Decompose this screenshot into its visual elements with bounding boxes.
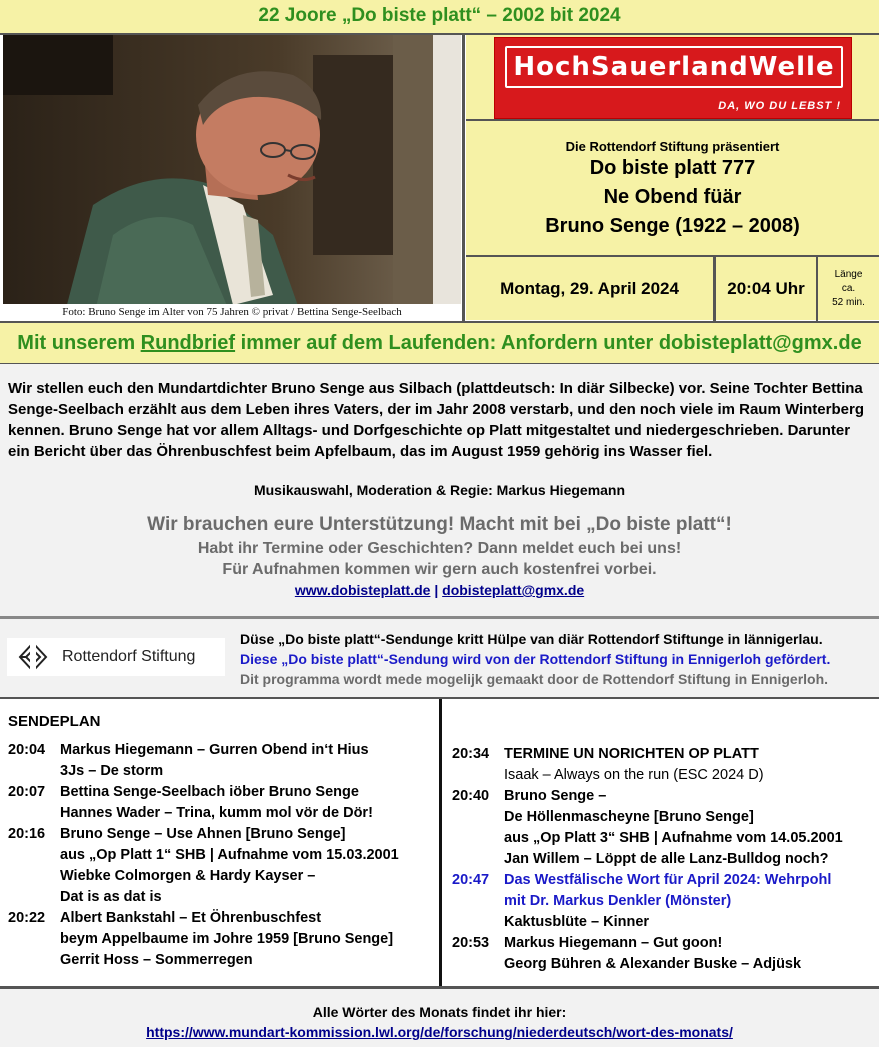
- newsletter-link[interactable]: Rundbrief: [140, 332, 236, 354]
- entry-line: TERMINE UN NORICHTEN OP PLATT: [504, 746, 759, 762]
- support-line-2: Für Aufnahmen kommen wir gern auch kostenfrei vorbei.: [222, 561, 657, 578]
- station-logo-area: [466, 35, 879, 119]
- wort-des-monats-link[interactable]: https://www.mundart-kommission.lwl.org/de/forschung/niederdeutsch/wort-des-monats/: [146, 1024, 733, 1040]
- entry-line-highlight: Das Westfälische Wort für April 2024: Wehrpohl: [504, 872, 832, 888]
- sponsor-line-german: Diese „Do biste platt“-Sendung wird von der Rottendorf Stiftung in Ennigerloh gefördert.: [240, 651, 831, 667]
- contact-links: [0, 580, 879, 600]
- entry-line: Bruno Senge – Use Ahnen [Bruno Senge]: [60, 826, 346, 842]
- sponsor-section: [0, 619, 879, 697]
- schedule-entry: [452, 870, 877, 933]
- email-link[interactable]: dobisteplatt@gmx.de: [442, 582, 585, 598]
- sendeplan-left: [8, 713, 438, 971]
- entry-line: Bettina Senge-Seelbach iöber Bruno Senge: [60, 784, 359, 800]
- schedule-entry: [452, 786, 877, 870]
- entry-line: beym Appelbaume im Johre 1959 [Bruno Senge]: [60, 931, 394, 947]
- broadcast-length: [818, 257, 879, 320]
- entry-time: 20:34: [452, 746, 490, 762]
- portrait-photo: [3, 35, 461, 320]
- entry-line: Hannes Wader – Trina, kumm mol vör de Dör!: [60, 805, 373, 821]
- website-link[interactable]: www.dobisteplatt.de: [294, 582, 431, 598]
- column-divider: [439, 699, 442, 986]
- length-label: Länge: [834, 269, 863, 280]
- sendeplan-heading: SENDEPLAN: [8, 713, 101, 730]
- support-headline: Wir brauchen eure Unterstützung! Macht mit bei „Do biste platt“!: [147, 514, 732, 535]
- page-title: 22 Joore „Do biste platt“ – 2002 bit 2024: [0, 0, 879, 33]
- entry-line: Markus Hiegemann – Gurren Obend in‘t Hius: [60, 742, 369, 758]
- logo-wordmark: HochSauerlandWelle: [505, 46, 843, 88]
- schedule-entry: [452, 933, 877, 975]
- broadcast-date: Montag, 29. April 2024: [466, 257, 713, 320]
- entry-line: De Höllenmascheyne [Bruno Senge]: [504, 809, 754, 825]
- intro-section: [0, 364, 879, 616]
- entry-line: aus „Op Platt 3“ SHB | Aufnahme vom 14.05.2001: [504, 830, 843, 846]
- divider: [462, 35, 465, 321]
- rottendorf-logo[interactable]: [7, 638, 225, 676]
- newsletter-banner: [0, 323, 879, 363]
- broadcast-time: 20:04 Uhr: [716, 257, 816, 320]
- schedule-entry: [8, 740, 438, 782]
- sendeplan: [0, 699, 879, 986]
- entry-line: Dat is as dat is: [60, 889, 162, 905]
- sendeplan-right: [452, 744, 877, 975]
- footer-text: Alle Wörter des Monats findet ihr hier:: [312, 1004, 567, 1020]
- support-line-1: Habt ihr Termine oder Geschichten? Dann meldet euch bei uns!: [197, 540, 682, 557]
- entry-line: aus „Op Platt 1“ SHB | Aufnahme vom 15.03.2001: [60, 847, 399, 863]
- logo-slogan: DA, WO DU LEBST !: [718, 100, 841, 112]
- sponsor-line-platt: Düse „Do biste platt“-Sendunge kritt Hülpe van diär Rottendorf Stiftunge in lännigerlau.: [240, 631, 823, 647]
- newsletter-text-after: immer auf dem Laufenden: Anfordern unter dobisteplatt@gmx.de: [235, 332, 862, 354]
- length-approx: ca.: [841, 283, 856, 294]
- entry-line: Markus Hiegemann – Gut goon!: [504, 935, 723, 951]
- entry-line: Georg Bühren & Alexander Buske – Adjüsk: [504, 956, 802, 972]
- entry-line: Kaktusblüte – Kinner: [504, 914, 650, 930]
- entry-line: Albert Bankstahl – Et Öhrenbuschfest: [60, 910, 322, 926]
- rottendorf-logo-text: Rottendorf Stiftung: [62, 648, 196, 665]
- entry-line: Gerrit Hoss – Sommerregen: [60, 952, 253, 968]
- sponsor-line-dutch: Dit programma wordt mede mogelijk gemaakt door de Rottendorf Stiftung in Ennigerloh.: [240, 671, 829, 687]
- schedule-entry: [8, 908, 438, 971]
- entry-time: 20:22: [8, 910, 46, 926]
- newsletter-text-before: Mit unserem: [17, 332, 141, 354]
- show-subject: Bruno Senge (1922 – 2008): [545, 215, 800, 237]
- entry-line: Bruno Senge –: [504, 788, 607, 804]
- sponsor-text: [240, 629, 830, 689]
- hochsauerlandwelle-logo[interactable]: [494, 37, 852, 119]
- entry-time: 20:04: [8, 742, 46, 758]
- length-value: 52 min.: [832, 297, 865, 308]
- footer: [0, 989, 879, 1047]
- entry-subline: Isaak – Always on the run (ESC 2024 D): [504, 767, 764, 783]
- show-subtitle: Ne Obend füär: [603, 186, 742, 208]
- schedule-entry: [8, 782, 438, 824]
- schedule-entry: [452, 744, 877, 786]
- photo-caption: Foto: Bruno Senge im Alter von 75 Jahren © privat / Bettina Senge-Seelbach: [3, 304, 461, 320]
- entry-time: 20:16: [8, 826, 46, 842]
- entry-line: Wiebke Colmorgen & Hardy Kayser –: [60, 868, 316, 884]
- show-title: Do biste platt 777: [589, 157, 756, 179]
- entry-time: 20:47: [452, 872, 490, 888]
- portrait-illustration: [3, 35, 461, 320]
- credits: Musikauswahl, Moderation & Regie: Markus Hiegemann: [253, 482, 626, 498]
- entry-time: 20:07: [8, 784, 46, 800]
- rottendorf-diamond-icon: [13, 638, 53, 676]
- intro-text: Wir stellen euch den Mundartdichter Bruno Senge aus Silbach (plattdeutsch: In diär Silbecke) vor. Seine Tochter Bettina Senge-Seelbach erzählt aus dem Leben ihres Vaters, der im Jahr 2008 verstarb, und den noch viele im Raum Winterberg kennen. Bruno Senge hat vor allem Alltags- und Dorfgeschichte op Platt mitgestaltet und niedergeschrieben. Darunter ein Bericht über das Öhrenbuschfest beim Apfelbaum, das im August 1959 gehörig ins Wasser fiel.: [8, 380, 864, 460]
- entry-time: 20:53: [452, 935, 490, 951]
- support-section: [0, 512, 879, 600]
- entry-time: 20:40: [452, 788, 490, 804]
- link-separator: |: [430, 582, 443, 598]
- entry-line: Jan Willem – Löppt de alle Lanz-Bulldog noch?: [504, 851, 829, 867]
- show-info: [466, 121, 879, 255]
- schedule-entry: [8, 824, 438, 908]
- entry-line: 3Js – De storm: [60, 763, 164, 779]
- presenter-line: Die Rottendorf Stiftung präsentiert: [565, 139, 780, 154]
- entry-line-highlight: mit Dr. Markus Denkler (Mönster): [504, 893, 732, 909]
